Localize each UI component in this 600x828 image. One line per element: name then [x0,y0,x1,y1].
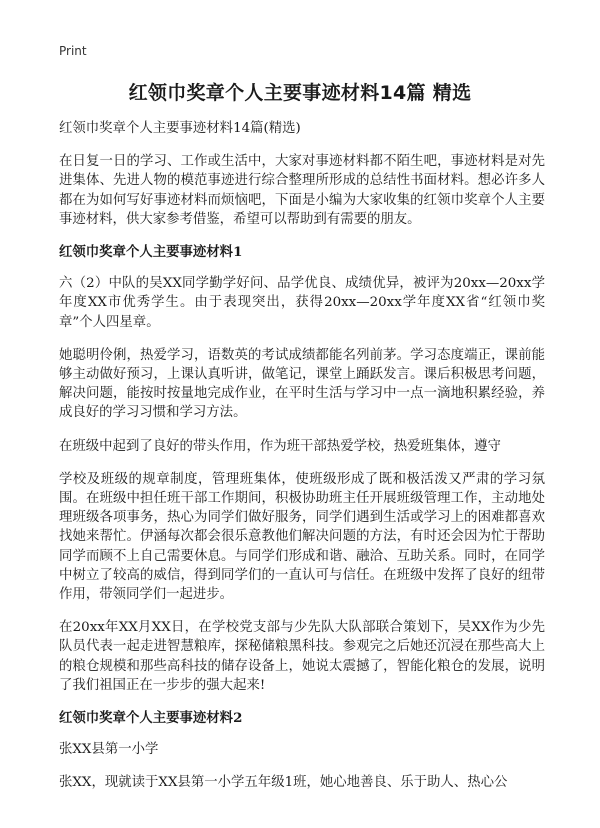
section-heading-2: 红领巾奖章个人主要事迹材料2 [59,710,243,727]
section-1-paragraph-4: 学校及班级的规章制度，管理班集体，使班级形成了既和极活泼又严肃的学习氛围。在班级中担任班干部工作期间，积极协助班主任开展班级管理工作，主动地处理班级各项事务，热心为同学们做好服务，同学们遇到生活或学习上的困难都喜欢找她来帮忙。伊涵每次都会很乐意教他们解决问题的方法，有时还会因为忙于帮助同学而顾不上自己需要休息。与同学们形成和谐、融洽、互助关系。同时，在同学中树立了较高的威信，得到同学们的一直认可与信任。在班级中发挥了良好的纽带作用，带领同学们一起进步。 [59,471,545,603]
print-link[interactable]: Print [59,44,87,58]
document-body [59,119,545,807]
section-1-paragraph-3: 在班级中起到了良好的带头作用，作为班干部热爱学校，热爱班集体，遵守 [59,438,501,454]
section-1-paragraph-2: 她聪明伶俐，热爱学习，语数英的考试成绩都能名列前茅。学习态度端正，课前能够主动做好预习，上课认真听讲，做笔记，课堂上踊跃发言。课后积极思考问题，解决问题，能按时按量地完成作业，在平时生活与学习中一点一滴地积累经验，养成良好的学习习惯和学习方法。 [59,347,545,421]
document-subtitle: 红领巾奖章个人主要事迹材料14篇(精选) [59,121,301,136]
intro-paragraph: 在日复一日的学习、工作或生活中，大家对事迹材料都不陌生吧，事迹材料是对先进集体、先进人物的模范事迹进行综合整理所形成的总结性书面材料。想必许多人都在为如何写好事迹材料而烦恼吧，下面是小编为大家收集的红领巾奖章个人主要事迹材料，供大家参考借鉴，希望可以帮助到有需要的朋友。 [59,154,545,227]
section-heading-1: 红领巾奖章个人主要事迹材料1 [59,244,243,261]
document-title: 红领巾奖章个人主要事迹材料14篇 精选 [128,82,472,104]
section-2-paragraph-2: 张XX，现就读于XX县第一小学五年级1班，她心地善良、乐于助人、热心公 [59,775,508,791]
section-2-paragraph-1: 张XX县第一小学 [59,742,159,758]
section-1-paragraph-5: 在20xx年XX月XX日，在学校党支部与少先队大队部联合策划下，吴XX作为少先队员代表一起走进智慧粮库，探秘储粮黑科技。参观完之后她还沉浸在那些高大上的粮仓规模和那些高科技的储存设备上，她说太震撼了，智能化粮仓的发展，说明了我们祖国正在一步步的强大起来! [59,620,545,693]
section-1-paragraph-1: 六（2）中队的吴XX同学勤学好问、品学优良、成绩优异，被评为20xx—20xx学年度XX市优秀学生。由于表现突出，获得20xx—20xx学年度XX省“红领巾奖章”个人四星章。 [59,276,545,330]
